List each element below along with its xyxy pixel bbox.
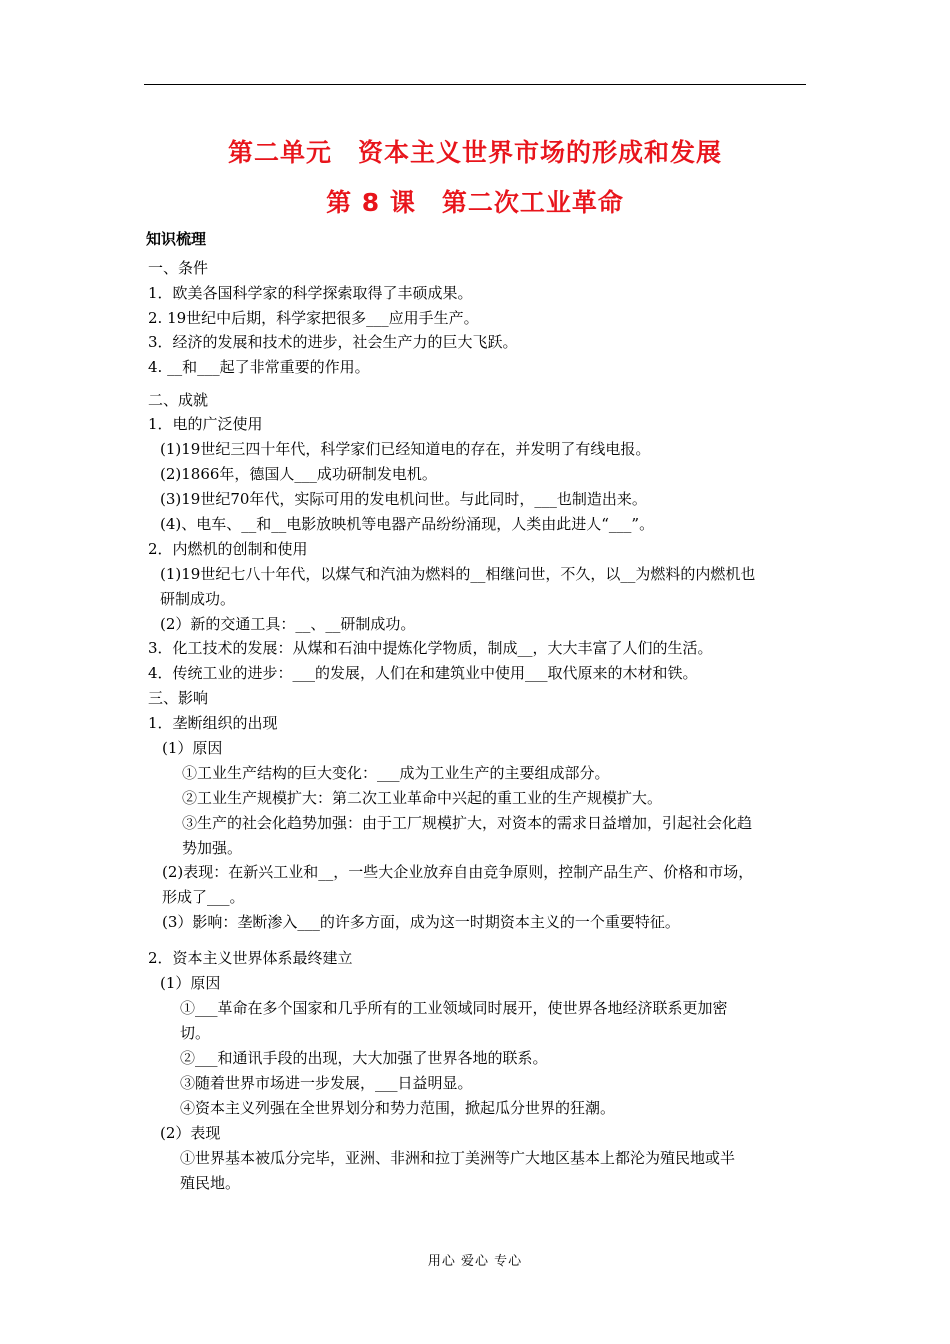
text-line: (3)19世纪70年代，实际可用的发电机问世。与此同时，___也制造出来。 — [160, 490, 647, 508]
text-line: (1)19世纪七八十年代，以煤气和汽油为燃料的__相继问世，不久，以__为燃料的内燃机也 — [160, 565, 756, 583]
text-line: ③随着世界市场进一步发展，___日益明显。 — [180, 1074, 473, 1092]
text-line: 1．电的广泛使用 — [148, 415, 263, 433]
text-line: 1．欧美各国科学家的科学探索取得了丰硕成果。 — [148, 284, 473, 302]
text-line: ①___革命在多个国家和几乎所有的工业领域同时展开，使世界各地经济联系更加密 — [180, 999, 728, 1017]
section-heading: 知识梳理 — [146, 230, 207, 248]
text-line: 2. 19世纪中后期，科学家把很多___应用手生产。 — [148, 309, 479, 327]
text-line: 殖民地。 — [180, 1174, 241, 1192]
text-line: (2)表现：在新兴工业和__，一些大企业放弃自由竞争原则，控制产品生产、价格和市场， — [162, 863, 754, 881]
text-line: 研制成功。 — [160, 590, 236, 608]
text-line: 二、成就 — [148, 391, 209, 409]
text-line: (4)、电车、__和__电影放映机等电器产品纷纷涌现，人类由此进人“___”。 — [160, 515, 655, 533]
text-line: 形成了___。 — [162, 888, 245, 906]
unit-title: 第二单元 资本主义世界市场的形成和发展 — [227, 138, 722, 167]
text-line: 势加强。 — [182, 839, 243, 857]
text-line: 3．经济的发展和技术的进步，社会生产力的巨大飞跃。 — [148, 333, 518, 351]
text-line: (1)19世纪三四十年代，科学家们已经知道电的存在，并发明了有线电报。 — [160, 440, 651, 458]
text-line: ③生产的社会化趋势加强：由于工厂规模扩大，对资本的需求日益增加，引起社会化趋 — [182, 814, 753, 832]
text-line: (1）原因 — [162, 739, 223, 757]
text-line: 4. __和___起了非常重要的作用。 — [148, 358, 370, 376]
header-rule — [144, 84, 806, 85]
text-line: (2）新的交通工具：__、__研制成功。 — [160, 615, 416, 633]
text-line: ①工业生产结构的巨大变化：___成为工业生产的主要组成部分。 — [182, 764, 610, 782]
text-line: 三、影响 — [148, 689, 209, 707]
text-line: 4．传统工业的进步：___的发展，人们在和建筑业中使用___取代原来的木材和铁。 — [148, 664, 698, 682]
text-line: 2．资本主义世界体系最终建立 — [148, 949, 353, 967]
lesson-title: 第 8 课 第二次工业革命 — [326, 188, 624, 217]
text-line: 一、条件 — [148, 259, 209, 277]
text-line: (1）原因 — [160, 974, 221, 992]
text-line: 3．化工技术的发展：从煤和石油中提炼化学物质，制成__，大大丰富了人们的生活。 — [148, 639, 713, 657]
text-line: 2．内燃机的创制和使用 — [148, 540, 308, 558]
text-line: ①世界基本被瓜分完毕，亚洲、非洲和拉丁美洲等广大地区基本上都沦为殖民地或半 — [180, 1149, 736, 1167]
text-line: 切。 — [180, 1024, 211, 1042]
text-line: (2)1866年，德国人___成功研制发电机。 — [160, 465, 437, 483]
text-line: (2）表现 — [160, 1124, 221, 1142]
text-line: ②工业生产规模扩大：第二次工业革命中兴起的重工业的生产规模扩大。 — [182, 789, 663, 807]
page-footer: 用心 爱心 专心 — [427, 1254, 523, 1269]
text-line: ④资本主义列强在全世界划分和势力范围，掀起瓜分世界的狂潮。 — [180, 1099, 616, 1117]
text-line: (3）影响：垄断渗入___的许多方面，成为这一时期资本主义的一个重要特征。 — [162, 913, 680, 931]
text-line: 1．垄断组织的出现 — [148, 714, 278, 732]
text-line: ②___和通讯手段的出现，大大加强了世界各地的联系。 — [180, 1049, 548, 1067]
